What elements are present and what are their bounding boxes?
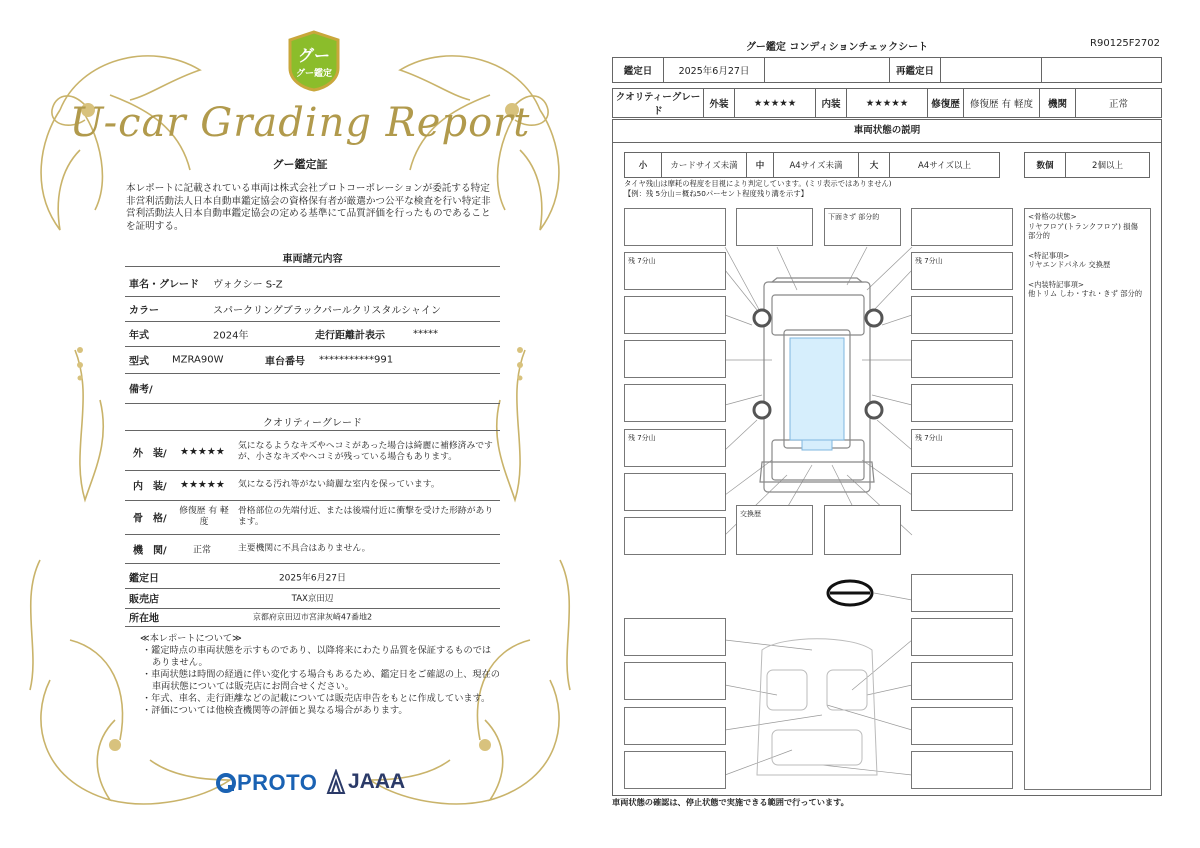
badge-text: グー鑑定 — [295, 69, 332, 79]
exterior-label: 外装 — [704, 89, 735, 118]
damage-box — [624, 751, 726, 789]
box-label: 残 7分山 — [915, 257, 943, 265]
tread-note-line: 【例：残 5分山＝概ね50パーセント程度残り溝を示す】 — [624, 189, 808, 198]
box-label: 残 7分山 — [915, 434, 943, 442]
quality-desc: 気になる汚れ等がない綺麗な室内を保っています。 — [238, 479, 440, 490]
address-label: 所在地 — [129, 613, 159, 625]
date-table — [612, 57, 1162, 83]
damage-box — [624, 618, 726, 656]
date-label: 鑑定日 — [613, 58, 664, 83]
quality-stars: ★★★★★ — [180, 446, 225, 458]
damage-box — [824, 505, 901, 555]
model-label: 型式 — [129, 356, 149, 367]
tire-box-front-left — [624, 252, 726, 290]
report-notes — [140, 633, 500, 717]
damage-box — [624, 473, 726, 511]
quality-row-interior — [125, 470, 500, 501]
box-label: 交換歴 — [740, 510, 761, 518]
certificate-intro: 本レポートに記載されている車両は株式会社プロトコーポレーションが委託する特定非営利活動法人日本自動車鑑定協会の資格保有者が厳選かつ公平な検査を行い特定非営利活動法人日本自動車鑑定協会の定める基準にて品質評価を行ったものであることを証明する。 — [126, 183, 491, 232]
certificate-title: U-car Grading Report — [69, 100, 531, 146]
jaaa-logo — [326, 768, 405, 796]
date-value: 2025年6月27日 — [664, 58, 765, 83]
quality-label: 内 装/ — [133, 481, 167, 493]
proto-logo-text: PROTO — [237, 770, 318, 795]
damage-box — [624, 662, 726, 700]
appraisal-date-value: 2025年6月27日 — [278, 573, 347, 584]
jaaa-logo-text: JAAA — [348, 770, 406, 793]
quality-label: 骨 格/ — [133, 513, 167, 525]
color-value: スパークリングブラックパールクリスタルシャイン — [213, 305, 441, 316]
damage-box — [911, 662, 1013, 700]
note-item: ・車両状態は時間の経過に伴い変化する場合もあるため、鑑定日をご確認の上、現在の車両状態については販売店にお問合せください。 — [142, 669, 500, 692]
damage-box — [911, 707, 1013, 745]
tread-note-line: タイヤ残山は摩耗の程度を目視により判定しています。(ミリ表示ではありません) — [624, 179, 892, 188]
tire-box-rear-left — [624, 429, 726, 467]
note-heading: <内装特記事項> — [1028, 279, 1085, 289]
condition-notes — [1024, 208, 1151, 790]
damage-box — [624, 517, 726, 555]
damage-box — [911, 296, 1013, 334]
mileage-label: 走行距離計表示 — [315, 330, 385, 341]
size-large: 大 — [859, 153, 890, 178]
divider — [125, 266, 500, 267]
remarks-label: 備考/ — [129, 384, 153, 396]
engine-value: 正常 — [1076, 89, 1162, 118]
box-label: 残 7分山 — [628, 434, 656, 442]
tire-box-front-right — [911, 252, 1013, 290]
appraisal-date-row — [125, 566, 500, 589]
note-item: ・鑑定時点の車両状態を示すものであり、以降将来にわたり品質を保証するものではありません。 — [142, 645, 492, 668]
sheet-footer: 車両状態の確認は、停止状態で実施できる範囲で行っています。 — [612, 797, 849, 807]
spec-row-year — [125, 321, 500, 347]
dealer-row — [125, 588, 500, 609]
reappraisal-value — [941, 58, 1042, 83]
steering-wheel-icon — [828, 581, 872, 605]
exterior-value: ★★★★★ — [735, 89, 816, 118]
chassis-value: ***********991 — [319, 354, 394, 365]
dealer-label: 販売店 — [129, 594, 159, 606]
size-small-desc: カードサイズ未満 — [662, 153, 747, 178]
repair-value: 修復歴 有 軽度 — [964, 89, 1040, 118]
damage-box — [911, 208, 1013, 246]
box-label: 残 7分山 — [628, 257, 656, 265]
damage-box — [911, 384, 1013, 422]
address-row — [125, 608, 500, 627]
damage-box — [624, 340, 726, 378]
interior-label: 内装 — [816, 89, 847, 118]
color-label: カラー — [129, 305, 159, 316]
year-value: 2024年 — [213, 330, 249, 341]
quality-desc: 骨格部位の先端付近、または後端付近に衝撃を受けた形跡があります。 — [238, 506, 494, 527]
quality-row-exterior — [125, 434, 500, 471]
note-text: リヤフロア(トランクフロア) 損傷 部分的 — [1028, 221, 1138, 240]
quality-row-engine — [125, 534, 500, 564]
size-large-desc: A4サイズ以上 — [890, 153, 1000, 178]
name-label: 車名・グレード — [129, 279, 199, 291]
sheet-title: グー鑑定 コンディションチェックシート — [745, 42, 929, 53]
damage-box — [736, 208, 813, 246]
damage-box-underbody — [824, 208, 901, 246]
year-label: 年式 — [129, 330, 149, 341]
damage-box — [911, 618, 1013, 656]
divider — [125, 430, 500, 431]
quality-label: 外 装/ — [133, 448, 167, 460]
interior-value: ★★★★★ — [847, 89, 928, 118]
spec-row-color — [125, 296, 500, 322]
quality-stars: ★★★★★ — [180, 479, 225, 491]
quality-value: 正常 — [193, 545, 212, 555]
engine-label: 機関 — [1040, 89, 1076, 118]
empty-cell — [765, 58, 890, 83]
svg-text:グー: グー — [297, 46, 331, 65]
dealer-value: TAX京田辺 — [291, 594, 334, 604]
report-id: R90125F2702 — [1090, 38, 1160, 49]
goo-kantei-badge — [286, 30, 342, 92]
quality-label: 機 関/ — [133, 545, 167, 556]
note-text: リヤエンドパネル 交換歴 — [1028, 260, 1111, 269]
proto-logo — [215, 770, 317, 796]
spec-heading: 車両諸元内容 — [282, 254, 343, 265]
damage-box — [624, 296, 726, 334]
size-mid-desc: A4サイズ未満 — [774, 153, 859, 178]
certificate-subtitle: グー鑑定証 — [272, 158, 328, 171]
count-desc: 2個以上 — [1066, 153, 1150, 178]
grade-label: クオリティーグレード — [613, 89, 704, 118]
reappraisal-label: 再鑑定日 — [890, 58, 941, 83]
spec-row-name — [125, 270, 500, 297]
damage-box — [624, 208, 726, 246]
tire-box-rear-right — [911, 429, 1013, 467]
damage-box — [911, 473, 1013, 511]
name-value: ヴォクシー S-Z — [213, 279, 283, 291]
tread-note — [624, 179, 892, 199]
note-item: ・評価については他検査機関等の評価と異なる場合があります。 — [142, 705, 408, 716]
spec-row-model — [125, 346, 500, 374]
chassis-label: 車台番号 — [265, 356, 305, 367]
box-label: 下面きず 部分的 — [828, 213, 880, 221]
quality-desc: 主要機関に不具合はありません。 — [238, 543, 371, 553]
notes-heading: ≪本レポートについて≫ — [140, 633, 242, 644]
damage-box — [911, 574, 1013, 612]
size-mid: 中 — [747, 153, 774, 178]
appraisal-date-label: 鑑定日 — [129, 573, 159, 585]
repair-label: 修復歴 — [928, 89, 964, 118]
note-item: ・年式、車名、走行距離などの記載については販売店申告をもとに作成しています。 — [142, 693, 491, 704]
mileage-value: ***** — [413, 328, 438, 339]
quality-row-frame — [125, 500, 500, 535]
count-label: 数個 — [1025, 153, 1066, 178]
damage-box-replaced — [736, 505, 813, 555]
quality-heading: クオリティーグレード — [263, 418, 362, 429]
spec-row-remarks — [125, 373, 500, 404]
damage-box — [624, 707, 726, 745]
quality-desc: 気になるようなキズやヘコミがあった場合は綺麗に補修済みですが、小さなキズやヘコミが残っている場合もあります。 — [238, 441, 493, 462]
quality-value: 修復歴 有 軽度 — [179, 506, 229, 527]
size-small: 小 — [625, 153, 662, 178]
grade-table — [612, 88, 1162, 118]
damage-box — [911, 751, 1013, 789]
note-heading: <骨格の状態> — [1028, 212, 1077, 221]
condition-heading: 車両状態の説明 — [612, 119, 1162, 143]
empty-cell — [1042, 58, 1162, 83]
damage-box — [624, 384, 726, 422]
address-value: 京都府京田辺市宮津灰崎47番地2 — [252, 612, 373, 622]
damage-box — [911, 340, 1013, 378]
model-value: MZRA90W — [172, 354, 224, 365]
note-heading: <特記事項> — [1028, 250, 1070, 260]
note-text: 他トリム しわ・すれ・きず 部分的 — [1028, 289, 1143, 298]
count-legend — [1024, 152, 1150, 178]
size-legend — [624, 152, 1000, 178]
